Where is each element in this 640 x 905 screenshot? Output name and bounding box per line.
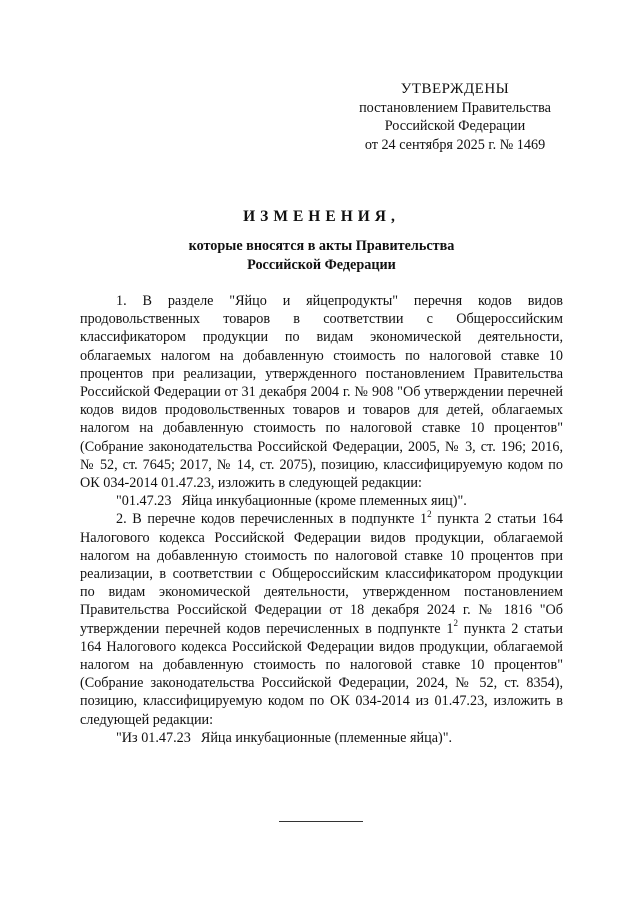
document-body [80,292,563,747]
title-main: ИЗМЕНЕНИЯ, [243,208,400,225]
item-1-quote-text: Яйца инкубационные (кроме племенных яиц)". [181,493,467,510]
item-1-paragraph: 1. В разделе "Яйцо и яйцепродукты" перечня кодов видов продовольственных товаров в соответствии с Общероссийским классификатором продукции по видам экономической деятельности, облагаемых налогом на добавленную стоимость по налоговой ставке 10 процентов при реализации, утвержденного постановлением Правительства Российской Федерации от 31 декабря 2004 г. № 908 "Об утверждении перечней кодов видов продовольственных товаров и товаров для детей, облагаемых налогом на добавленную стоимость по налоговой ставке 10 процентов" (Собрание законодательства Российской Федерации, 2005, № 3, ст. 196; 2016, № 52, ст. 7645; 2017, № 14, ст. 2075), позицию, классифицируемую кодом по ОК 034-2014 01.47.23, изложить в следующей редакции: [80,293,563,492]
item-1-quote [80,492,563,510]
item-2-text-b: пункта 2 статьи 164 Налогового кодекса Российской Федерации видов продукции, облагаемой налогом на добавленную стоимость по налоговой ставке 10 процентов при реализации, в соответствии с Общероссийским классификатором продукции по видам экономической деятельности, утвержденном постановлением Правительства Российской Федерации от 18 декабря 2024 г. № 1816 "Об утверждении перечней кодов перечисленных в подпункте 1 [80,511,563,637]
superscript: 2 [453,617,458,628]
superscript: 2 [427,508,432,519]
title-sub-line-2: Российской Федерации [247,256,396,273]
approval-stamp [330,80,580,154]
approval-heading: УТВЕРЖДЕНЫ [400,81,510,97]
item-1-quote-code: "01.47.23 [116,493,172,510]
item-2-quote-code: "Из 01.47.23 [116,729,191,746]
item-2-quote-text: Яйца инкубационные (племенные яйца)". [200,729,453,746]
approval-line-3: от 24 сентября 2025 г. № 1469 [364,136,546,153]
item-2-text-c: пункта 2 статьи 164 Налогового кодекса Российской Федерации видов продукции, облагаемой налогом на добавленную стоимость по налоговой ставке 10 процентов" (Собрание законодательства Российской Федерации, 2024, № 52, ст. 8354), позицию, классифицируемую кодом по ОК 034-2014 из 01.47.23, изложить в следующей редакции: [80,620,563,728]
approval-line-1: постановлением Правительства [359,99,551,116]
item-2-paragraph [80,510,563,728]
item-2-text-a: 2. В перечне кодов перечисленных в подпункте 1 [116,511,428,528]
item-2-quote [80,729,563,747]
title-sub-line-1: которые вносятся в акты Правительства [188,238,455,254]
document-title [80,207,563,274]
approval-line-2: Российской Федерации [384,118,526,134]
title-subtitle [80,237,563,274]
closing-divider [279,821,363,822]
